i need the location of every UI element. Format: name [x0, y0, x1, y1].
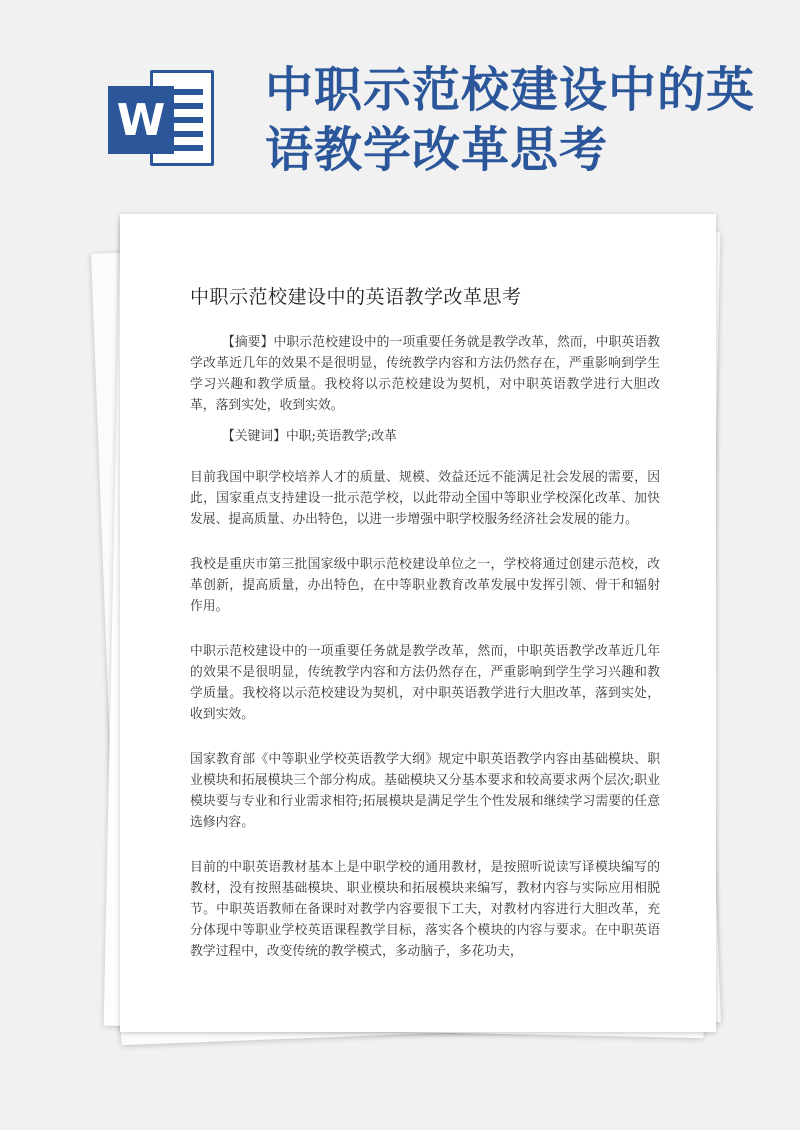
banner — [0, 0, 800, 200]
word-document-icon — [108, 70, 218, 166]
body-paragraph: 中职示范校建设中的一项重要任务就是教学改革，然而，中职英语教学改革近几年的效果不是很明显，传统教学内容和方法仍然存在，严重影响到学生学习兴趣和教学质量。我校将以示范校建设为契机，对中职英语教学进行大胆改革，落到实处，收到实效。 — [190, 644, 660, 722]
document-preview — [96, 214, 716, 1044]
body-paragraph: 国家教育部《中等职业学校英语教学大纲》规定中职英语教学内容由基础模块、职业模块和拓展模块三个部分构成。基础模块又分基本要求和较高要求两个层次;职业模块要与专业和行业需求相符;拓展模块是满足学生个性发展和继续学习需要的任意选修内容。 — [190, 752, 660, 830]
document-body — [190, 332, 660, 986]
keywords-line: 【关键词】中职;英语教学;改革 — [222, 429, 397, 444]
word-icon-letter: W — [108, 86, 174, 154]
document-page — [120, 214, 716, 1032]
banner-title: 中职示范校建设中的英语教学改革思考 — [265, 62, 756, 178]
body-paragraph: 目前我国中职学校培养人才的质量、规模、效益还远不能满足社会发展的需要，因此，国家重点支持建设一批示范学校，以此带动全国中等职业学校深化改革、加快发展、提高质量、办出特色，以进一步增强中职学校服务经济社会发展的能力。 — [190, 470, 660, 527]
document-title: 中职示范校建设中的英语教学改革思考 — [190, 286, 522, 308]
body-paragraph: 目前的中职英语教材基本上是中职学校的通用教材，是按照听说读写译模块编写的教材，没有按照基础模块、职业模块和拓展模块来编写，教材内容与实际应用相脱节。中职英语教师在备课时对教学内容要很下工夫，对教材内容进行大胆改革，充分体现中等职业学校英语课程教学目标，落实各个模块的内容与要求。在中职英语教学过程中，改变传统的教学模式，多动脑子，多花功夫， — [190, 860, 660, 959]
abstract-paragraph: 【摘要】中职示范校建设中的一项重要任务就是教学改革，然而，中职英语教学改革近几年的效果不是很明显，传统教学内容和方法仍然存在，严重影响到学生学习兴趣和教学质量。我校将以示范校建设为契机，对中职英语教学进行大胆改革，落到实处，收到实效。 — [190, 335, 660, 413]
body-paragraph: 我校是重庆市第三批国家级中职示范校建设单位之一，学校将通过创建示范校，改革创新，提高质量，办出特色，在中等职业教育改革发展中发挥引领、骨干和辐射作用。 — [190, 557, 660, 614]
